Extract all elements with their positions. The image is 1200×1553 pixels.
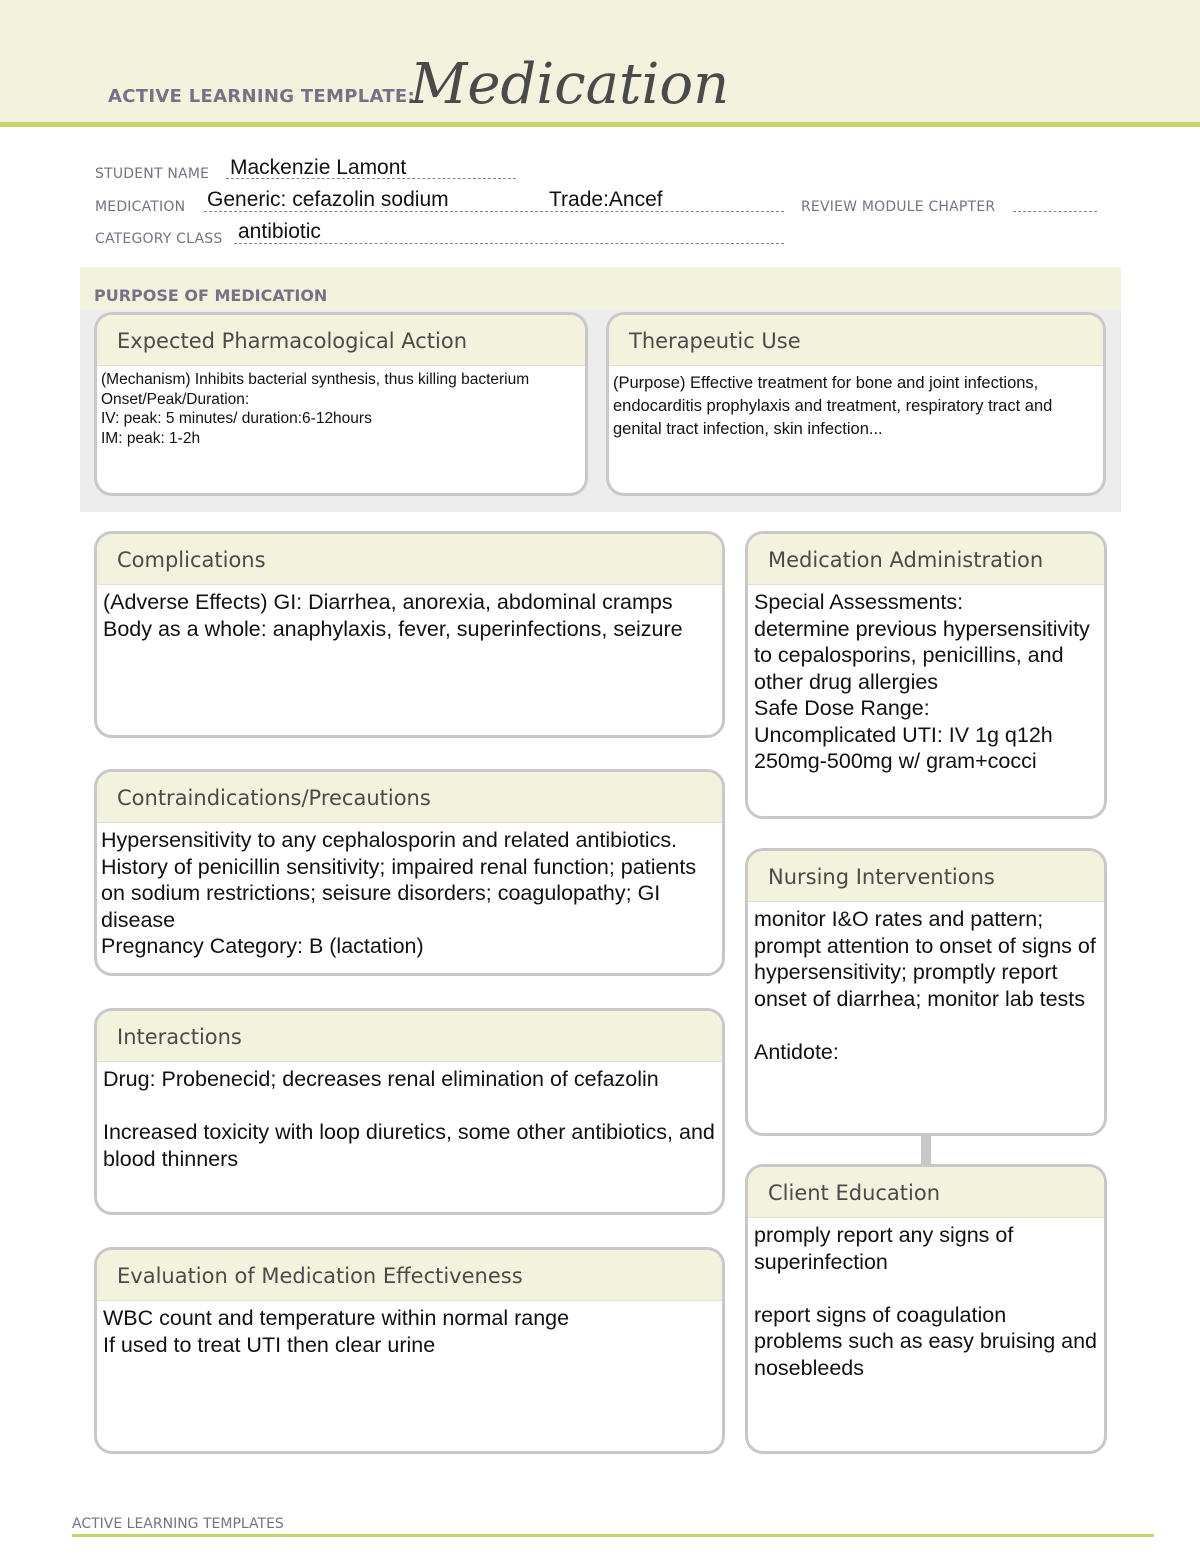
template-label: ACTIVE LEARNING TEMPLATE: (108, 86, 415, 107)
administration-title: Medication Administration (768, 548, 1044, 572)
evaluation-box (94, 1247, 725, 1454)
expected-action-header (97, 315, 585, 366)
complications-header (97, 534, 722, 585)
purpose-label: PURPOSE OF MEDICATION (94, 286, 328, 305)
nursing-interventions-title: Nursing Interventions (768, 865, 995, 889)
therapeutic-use-title: Therapeutic Use (629, 329, 801, 353)
interactions-title: Interactions (117, 1025, 242, 1049)
contraindications-box (94, 769, 725, 976)
evaluation-header (97, 1250, 722, 1301)
medication-generic-field[interactable]: Generic: cefazolin sodium (207, 188, 449, 211)
review-module-field[interactable] (1013, 211, 1097, 212)
complications-text[interactable]: (Adverse Effects) GI: Diarrhea, anorexia, abdominal cramps Body as a whole: anaphylaxis, fever, superinfections, seizure (103, 590, 683, 641)
medication-trade-field[interactable]: Trade:Ancef (549, 188, 663, 211)
therapeutic-use-header (609, 315, 1103, 366)
nursing-interventions-text[interactable]: monitor I&O rates and pattern; prompt attention to onset of signs of hypersensitivity; promptly report onset of diarrhea; monitor lab tests Antidote: (754, 907, 1096, 1064)
client-education-box (745, 1164, 1107, 1454)
expected-action-box (94, 312, 588, 496)
contraindications-header (97, 772, 722, 823)
evaluation-title: Evaluation of Medication Effectiveness (117, 1264, 523, 1288)
therapeutic-use-box (606, 312, 1106, 496)
complications-box (94, 531, 725, 738)
interactions-box (94, 1008, 725, 1215)
interactions-header (97, 1011, 722, 1062)
administration-box (745, 531, 1107, 819)
therapeutic-use-text[interactable]: (Purpose) Effective treatment for bone and joint infections, endocarditis prophylaxis and treatment, respiratory tract and genital tract infection, skin infection... (613, 374, 1053, 438)
footer-label: ACTIVE LEARNING TEMPLATES (72, 1516, 284, 1532)
contraindications-title: Contraindications/Precautions (117, 786, 431, 810)
nursing-interventions-header (748, 851, 1104, 902)
administration-header (748, 534, 1104, 585)
header-divider (0, 122, 1200, 127)
expected-action-text[interactable]: (Mechanism) Inhibits bacterial synthesis, thus killing bacterium Onset/Peak/Duration: IV: peak: 5 minutes/ duration:6-12hours IM: peak: 1-2h (101, 371, 530, 447)
client-education-header (748, 1167, 1104, 1218)
review-module-label: REVIEW MODULE CHAPTER (801, 199, 996, 215)
client-education-text[interactable]: promply report any signs of superinfection report signs of coagulation problems such as easy bruising and nosebleeds (754, 1223, 1097, 1380)
student-name-label: STUDENT NAME (95, 166, 210, 182)
complications-title: Complications (117, 548, 266, 572)
expected-action-title: Expected Pharmacological Action (117, 329, 468, 353)
client-education-title: Client Education (768, 1181, 941, 1205)
contraindications-text[interactable]: Hypersensitivity to any cephalosporin and related antibiotics. History of penicillin sensitivity; impaired renal function; patients on sodium restrictions; seisure disorders; coagulopathy; GI disease Pregnancy Category: B (lactation) (101, 828, 697, 958)
student-name-field[interactable]: Mackenzie Lamont (230, 156, 407, 179)
administration-text[interactable]: Special Assessments: determine previous hypersensitivity to cepalosporins, penicillins, and other drug allergies Safe Dose Range: Uncomplicated UTI: IV 1g q12h 250mg-500mg w/ gram+cocci (754, 590, 1090, 773)
nursing-interventions-box (745, 848, 1107, 1136)
box-connector (921, 1136, 931, 1166)
category-class-label: CATEGORY CLASS (95, 231, 223, 247)
medication-label: MEDICATION (95, 199, 186, 215)
footer-divider (72, 1534, 1154, 1537)
category-class-field[interactable]: antibiotic (238, 220, 321, 243)
interactions-text[interactable]: Drug: Probenecid; decreases renal elimination of cefazolin Increased toxicity with loop diuretics, some other antibiotics, and blood thinners (103, 1067, 715, 1171)
evaluation-text[interactable]: WBC count and temperature within normal range If used to treat UTI then clear urine (103, 1306, 570, 1357)
page-title: Medication (410, 52, 730, 117)
